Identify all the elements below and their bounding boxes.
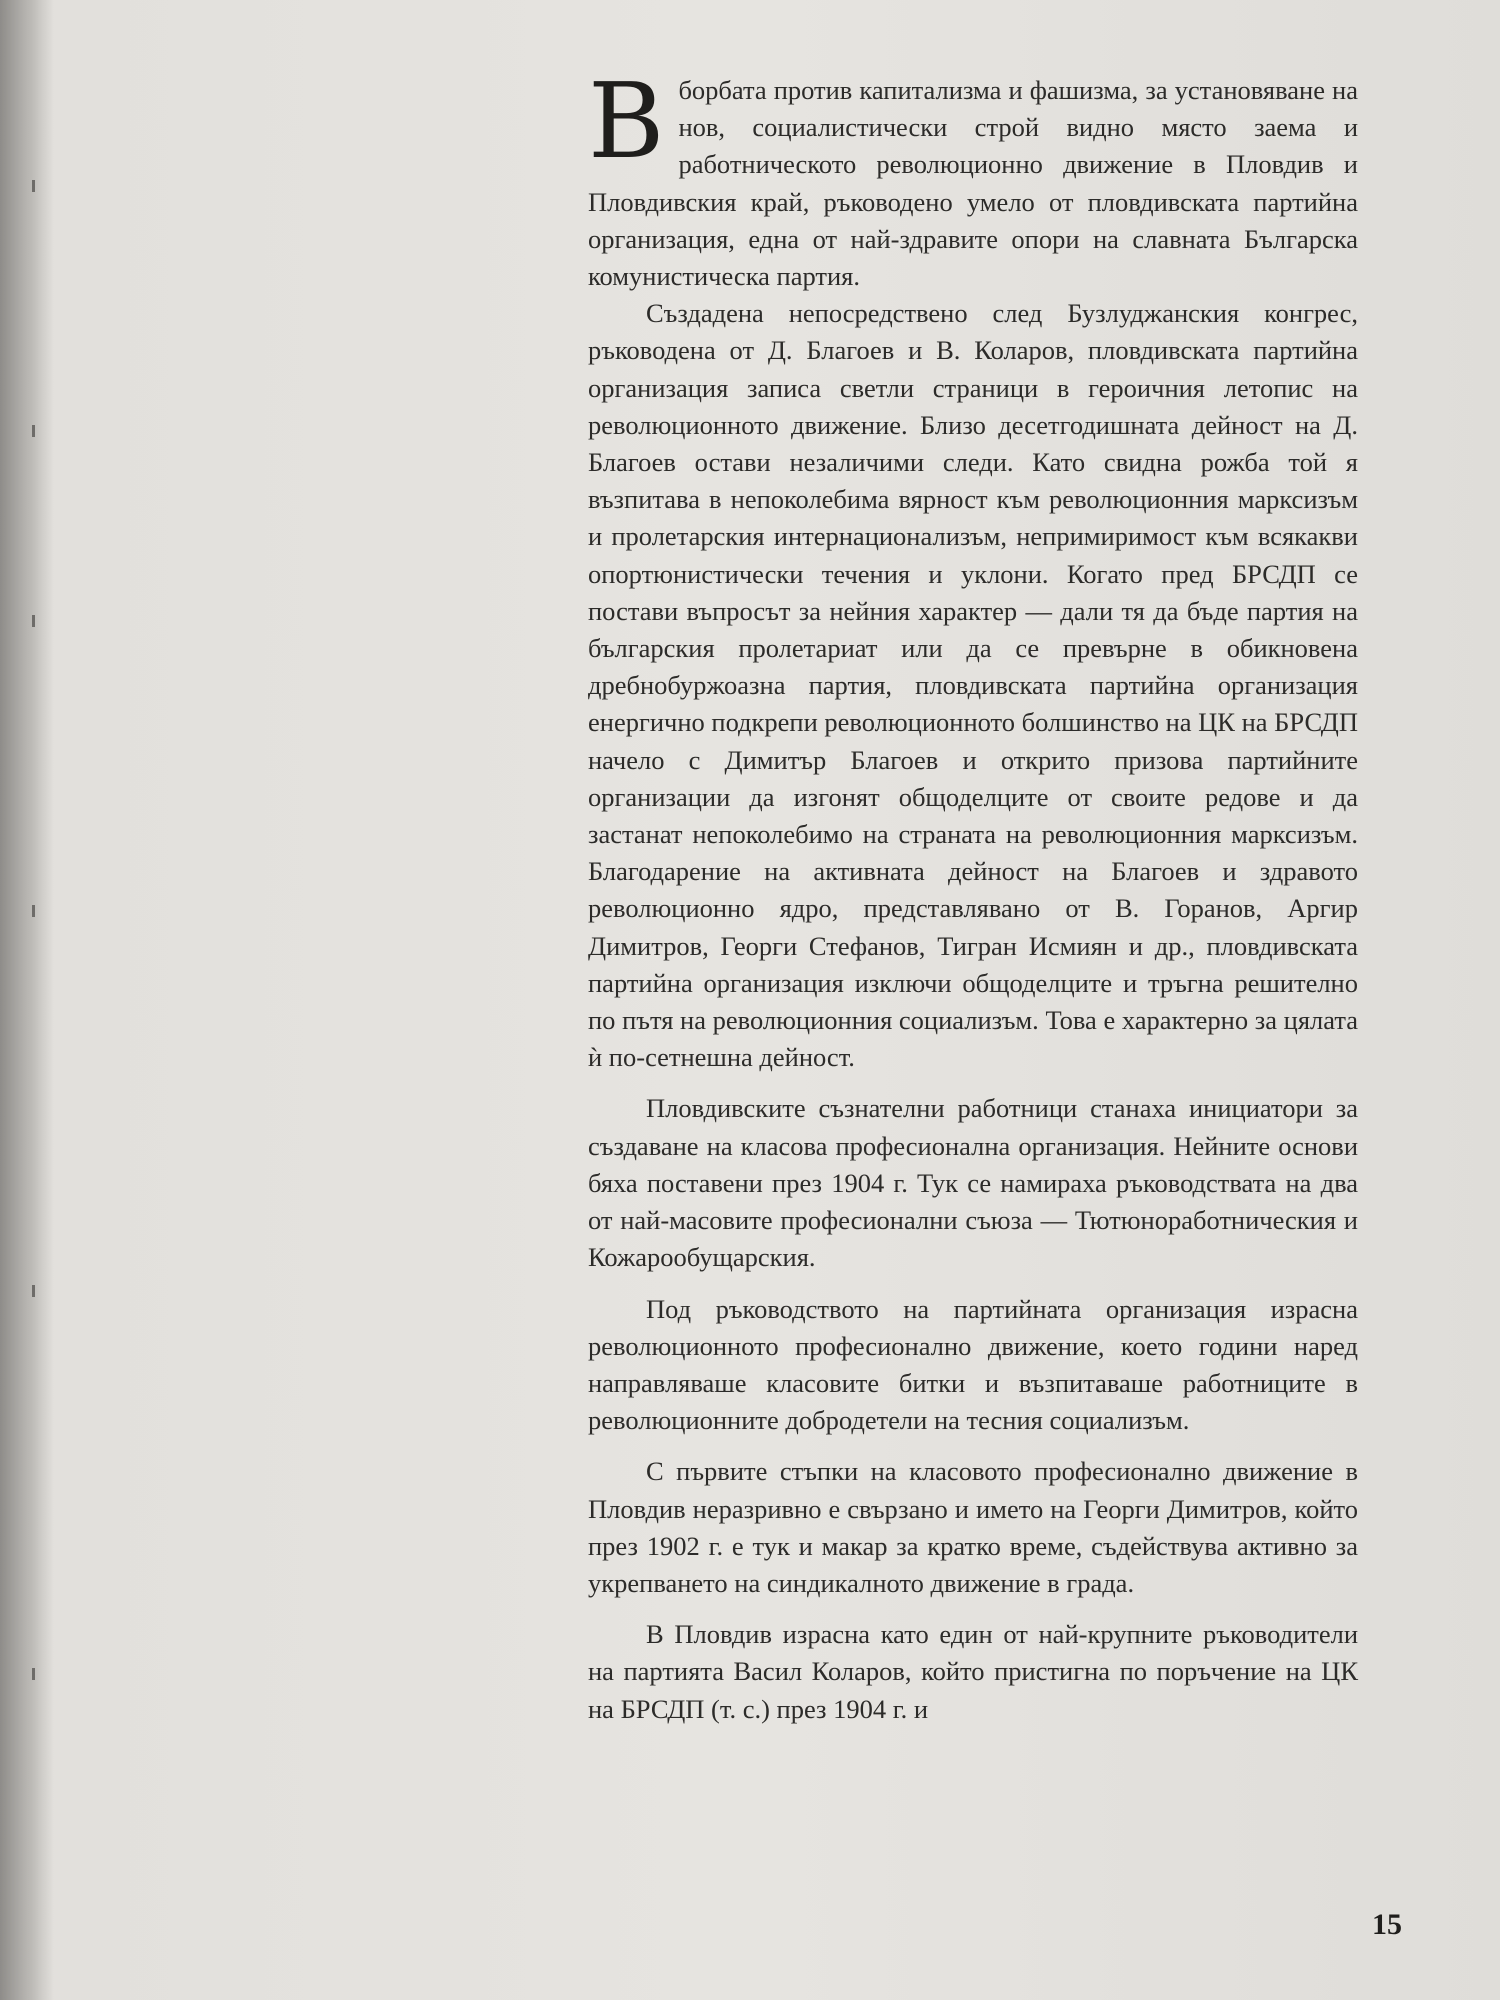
paragraph-6: В Пловдив израсна като един от най-крупните ръководители на партията Васил Коларов, който пристигна по поръчение на ЦК на БРСДП (т. с.) през 1904 г. и (588, 1619, 1358, 1724)
paragraph-1 (588, 60, 1358, 295)
book-spine-shadow (0, 0, 54, 2000)
binding-mark (32, 1285, 35, 1297)
paragraph-1-text: борбата против капитализма и фашизма, за установяване на нов, социалистически строй видно място заема и работническото революционно движение в Пловдив и Пловдивския край, ръководено умело от пловдивската партийна организация, една от най-здравите опори на славната Българска комунистическа партия. (588, 75, 1358, 292)
drop-cap: В (588, 60, 665, 182)
page-number: 15 (1372, 1908, 1402, 1941)
paragraph-4: Под ръководството на партийната организация израсна революционното професионално движение, което години наред направляваше класовите битки и възпитаваше работниците в революционните добродетели на тесния социализъм. (588, 1293, 1358, 1436)
binding-mark (32, 615, 35, 627)
paragraph-2: Създадена непосредствено след Бузлуджанския конгрес, ръководена от Д. Благоев и В. Коларов, пловдивската партийна организация записа светли страници в героичния летопис на революционното движение. Близо десетгодишната дейност на Д. Благоев остави незаличими следи. Като свидна рожба той я възпитава в непоколебима вярност към революционния марксизъм и пролетарския интернационализъм, непримиримост към всякакви опортюнистически течения и уклони. Когато пред БРСДП се постави въпросът за нейния характер — дали тя да бъде партия на българския пролетариат или да се превърне в обикновена дребнобуржоазна партия, пловдивската партийна организация енергично подкрепи революционното болшинство на ЦК на БРСДП начело с Димитър Благоев и открито призова партийните организации да изгонят общоделците от своите редове и да застанат непоколебимо на страната на революционния марксизъм. Благодарение на активната дейност на Благоев и здравото революционно ядро, представлявано от В. Горанов, Аргир Димитров, Георги Стефанов, Тигран Исмиян и др., пловдивската партийна организация изключи общоделците и тръгна решително по пътя на революционния социализъм. Това е характерно за цялата ѝ по-сетнешна дейност. (588, 298, 1359, 1073)
binding-mark (32, 180, 35, 192)
paragraph-5: С първите стъпки на класовото професионално движение в Пловдив неразривно е свързано и името на Георги Димитров, който през 1902 г. е тук и макар за кратко време, съдействува активно за укрепването на синдикалното движение в града. (588, 1456, 1358, 1598)
paragraph-3: Пловдивските съзнателни работници станаха инициатори за създаване на класова професионална организация. Нейните основи бяха поставени през 1904 г. Тук се намираха ръководствата на два от най-масовите професионални съюза — Тютюноработническия и Кожарообущарския. (588, 1093, 1358, 1273)
binding-mark (32, 905, 35, 917)
body-text (588, 60, 1359, 1728)
binding-mark (32, 425, 35, 437)
binding-mark (32, 1668, 35, 1680)
binding-marks (32, 0, 38, 2000)
